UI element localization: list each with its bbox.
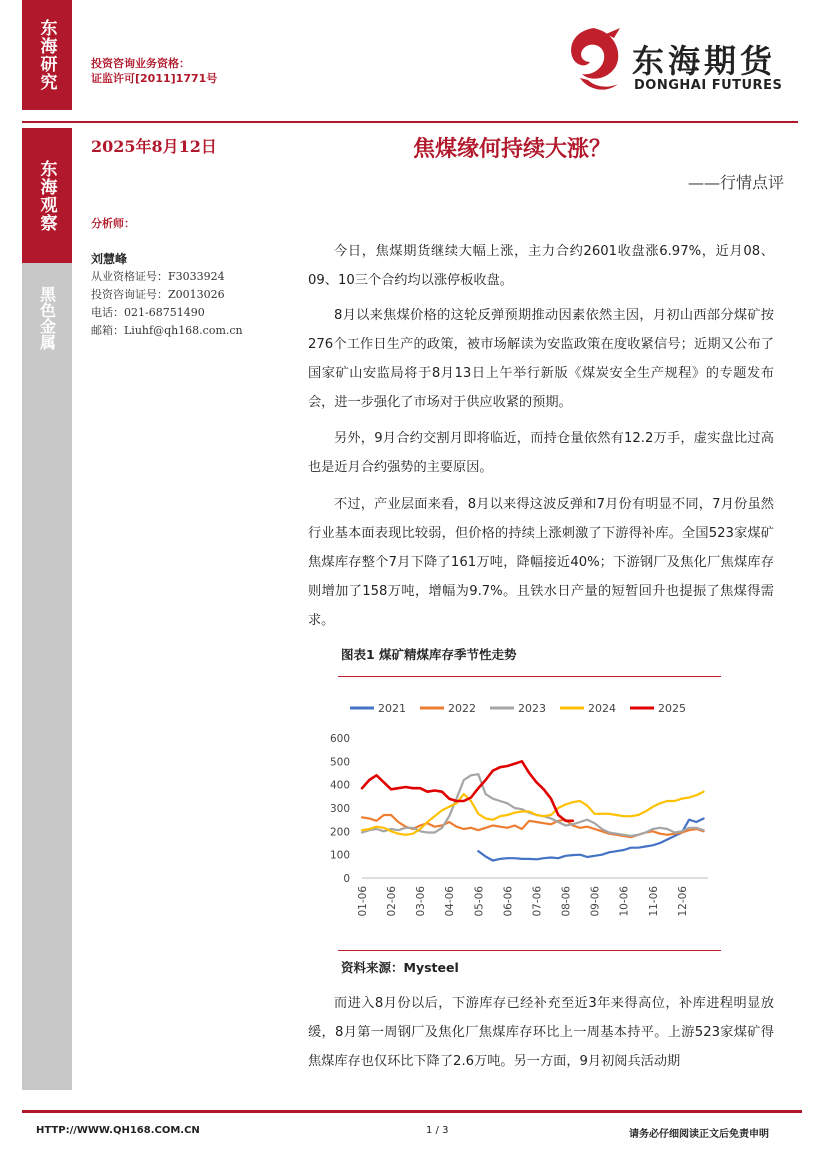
- analyst-email: 邮箱：Liuhf@qh168.com.cn: [91, 324, 243, 337]
- paragraph-4: 不过，产业层面来看，8月以来得这波反弹和7月份有明显不同，7月份虽然行业基本面表现比较弱，但价格的持续上涨刺激了下游得补库。全国523家煤矿焦煤库存整个7月下降了161万吨，降幅接近40%；下游钢厂及焦化厂焦煤库存则增加了158万吨，增幅为9.7%。且铁水日产量的短暂回升也提振了焦煤得需求。: [308, 497, 774, 628]
- paragraph-5: 而进入8月份以后，下游库存已经补充至近3年来得高位，补库进程明显放缓，8月第一周钢厂及焦化厂焦煤库存环比上一周基本持平。上游523家煤矿得焦煤库存也仅环比下降了2.6万吨。另一方面，9月初阅兵活动期: [308, 996, 774, 1069]
- series-line-2023: [362, 774, 704, 836]
- x-tick-label: 02-06: [386, 886, 399, 917]
- figure-bottom-rule: [338, 950, 721, 951]
- y-tick-label: 600: [330, 733, 350, 745]
- donghai-logo: [560, 22, 800, 102]
- report-title: 焦煤缘何持续大涨？: [413, 136, 612, 162]
- y-tick-label: 400: [330, 779, 350, 792]
- figure-top-rule: [338, 676, 721, 677]
- dragon-logo-icon: [560, 22, 628, 98]
- chart-legend: [350, 702, 686, 715]
- footer-divider: [22, 1110, 802, 1113]
- x-tick-label: 05-06: [473, 886, 486, 917]
- footer-page-number: 1 / 3: [426, 1125, 449, 1136]
- qualification-line-2: 证监许可[2011]1771号: [91, 72, 218, 85]
- y-tick-label: 500: [330, 756, 350, 769]
- legend-label-2023: 2023: [518, 702, 546, 715]
- logo-en-text: DONGHAI FUTURES: [634, 78, 783, 93]
- x-tick-label: 11-06: [647, 886, 660, 917]
- footer-url[interactable]: HTTP://WWW.QH168.COM.CN: [36, 1125, 200, 1136]
- coal-inventory-chart: [330, 690, 730, 945]
- y-tick-label: 100: [330, 849, 350, 862]
- figure-caption: 图表1 煤矿精煤库存季节性走势: [341, 647, 517, 662]
- section-tab: 东海观察: [22, 128, 72, 263]
- sidebar-strip: [22, 263, 72, 1090]
- x-tick-label: 01-06: [357, 886, 369, 917]
- legend-label-2025: 2025: [658, 702, 686, 715]
- series-line-2025: [362, 761, 573, 821]
- figure-source: 资料来源：Mysteel: [341, 960, 459, 975]
- x-tick-label: 09-06: [589, 886, 602, 917]
- report-subtitle: ——行情点评: [688, 173, 785, 192]
- x-tick-label: 07-06: [531, 886, 544, 917]
- chart-y-axis: [330, 733, 350, 885]
- series-line-2021: [478, 819, 703, 861]
- legend-label-2024: 2024: [588, 702, 616, 715]
- report-date: 2025年8月12日: [91, 137, 217, 156]
- analyst-heading: 分析师：: [91, 217, 135, 230]
- chart-series: [362, 761, 704, 860]
- legend-label-2021: 2021: [378, 702, 406, 715]
- analyst-consult: 投资咨询证号：Z0013026: [91, 288, 225, 301]
- x-tick-label: 03-06: [415, 886, 428, 917]
- chart-x-axis: [357, 878, 708, 917]
- paragraph-3: 另外，9月合约交割月即将临近，而持仓量依然有12.2万手，虚实盘比过高也是近月合约强势的主要原因。: [308, 431, 774, 475]
- analyst-name: 刘慧峰: [91, 252, 128, 266]
- logo-cn-text: 东海期货: [632, 42, 777, 80]
- x-tick-label: 12-06: [676, 886, 689, 917]
- footer-disclaimer: 请务必仔细阅读正文后免责申明: [629, 1129, 769, 1140]
- x-tick-label: 10-06: [618, 886, 631, 917]
- category-tab: 黑色金属: [37, 286, 57, 350]
- x-tick-label: 08-06: [560, 886, 573, 917]
- legend-label-2022: 2022: [448, 702, 476, 715]
- header-divider: [22, 121, 798, 123]
- y-tick-label: 0: [343, 873, 350, 885]
- x-tick-label: 06-06: [502, 886, 515, 917]
- research-tab: 东海研究: [22, 0, 72, 110]
- qualification-line-1: 投资咨询业务资格：: [91, 57, 190, 70]
- paragraph-1: 今日，焦煤期货继续大幅上涨，主力合约2601收盘涨6.97%，近月08、09、10三个合约均以涨停板收盘。: [308, 244, 774, 288]
- analyst-phone: 电话：021-68751490: [91, 306, 205, 319]
- y-tick-label: 200: [330, 826, 350, 839]
- y-tick-label: 300: [330, 803, 350, 815]
- analyst-license: 从业资格证号：F3033924: [91, 270, 225, 283]
- paragraph-2: 8月以来焦煤价格的这轮反弹预期推动因素依然主因，月初山西部分煤矿按276个工作日生产的政策，被市场解读为安监政策在度收紧信号；近期又公布了国家矿山安监局将于8月13日上午举行新版《煤炭安全生产规程》的专题发布会，进一步强化了市场对于供应收紧的预期。: [308, 308, 774, 410]
- x-tick-label: 04-06: [444, 886, 457, 917]
